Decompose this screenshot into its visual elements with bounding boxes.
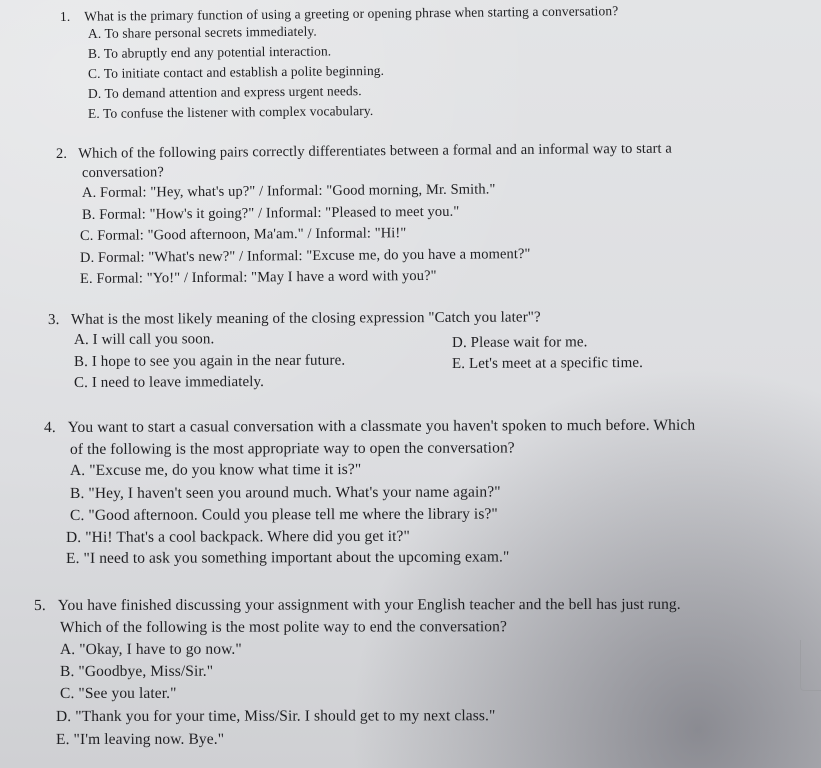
- question-1-number: 1.: [59, 8, 71, 24]
- question-4-stem-line-1: [44, 417, 695, 437]
- question-1-text: What is the primary function of using a greeting or opening phrase when starting a conversation?: [84, 3, 619, 24]
- question-3-text: What is the most likely meaning of the closing expression "Catch you later"?: [70, 309, 541, 328]
- question-4-option-c: C. "Good afternoon. Could you please tell me where the library is?": [69, 505, 498, 524]
- question-2-option-d: D. Formal: "What's new?" / Informal: "Excuse me, do you have a moment?": [79, 246, 531, 266]
- question-3-option-d: D. Please wait for me.: [451, 334, 588, 351]
- question-3-option-e: E. Let's meet at a specific time.: [451, 355, 643, 372]
- question-5-option-b: B. "Goodbye, Miss/Sir.": [59, 662, 214, 680]
- question-1-option-b: B. To abruptly end any potential interaction.: [87, 43, 332, 61]
- question-5-stem-line-2: Which of the following is the most polite way to end the conversation?: [59, 618, 507, 636]
- question-5-option-e: E. "I'm leaving now. Bye.": [55, 730, 225, 748]
- question-3-option-c: C. I need to leave immediately.: [73, 374, 265, 391]
- question-2-text-1: Which of the following pairs correctly differentiates between a formal and an informal way to start a: [78, 140, 672, 162]
- question-2-option-e: E. Formal: "Yo!" / Informal: "May I have a word with you?": [79, 267, 437, 287]
- question-4-option-d: D. "Hi! That's a cool backpack. Where did you get it?": [65, 527, 410, 546]
- question-4-option-e: E. "I need to ask you something important about the upcoming exam.": [65, 548, 510, 567]
- question-2-number: 2.: [55, 145, 68, 162]
- question-1-option-d: D. To demand attention and express urgent needs.: [87, 83, 362, 101]
- question-4-text-1: You want to start a casual conversation with a classmate you haven't spoken to much before. Which: [67, 416, 696, 436]
- question-2-option-a: A. Formal: "Hey, what's up?" / Informal: "Good morning, Mr. Smith.": [81, 181, 496, 201]
- question-5-option-c: C. "See you later.": [59, 684, 177, 702]
- question-5-text-1: You have finished discussing your assignment with your English teacher and the bell has just rung.: [57, 595, 681, 614]
- question-2-option-b: B. Formal: "How's it going?" / Informal: "Pleased to meet you.": [81, 203, 460, 223]
- question-1-option-a: A. To share personal secrets immediately.: [87, 23, 317, 41]
- pen-mark: [800, 640, 821, 691]
- question-2-stem-line-1: [56, 140, 672, 163]
- question-2-stem-line-2: conversation?: [81, 164, 164, 181]
- question-1-option-c: C. To initiate contact and establish a polite beginning.: [87, 62, 385, 81]
- question-4-option-b: B. "Hey, I haven't seen you around much. What's your name again?": [69, 483, 501, 502]
- question-5-option-a: A. "Okay, I have to go now.": [59, 640, 242, 658]
- question-5-number: 5.: [33, 596, 46, 614]
- question-3-stem: [48, 308, 541, 329]
- question-3-option-b: B. I hope to see you again in the near future.: [73, 352, 346, 370]
- question-4-number: 4.: [43, 418, 56, 436]
- question-3-option-a: A. I will call you soon.: [73, 331, 215, 348]
- question-5-stem-line-1: [34, 596, 681, 615]
- question-3-number: 3.: [47, 311, 60, 328]
- question-5-option-d: D. "Thank you for your time, Miss/Sir. I should get to my next class.": [55, 707, 496, 725]
- question-1-option-e: E. To confuse the listener with complex vocabulary.: [87, 103, 374, 121]
- question-1-stem: [60, 2, 618, 26]
- question-2-option-c: C. Formal: "Good afternoon, Ma'am." / Informal: "Hi!": [79, 225, 407, 244]
- question-4-option-a: A. "Excuse me, do you know what time it is?": [69, 460, 362, 479]
- question-4-stem-line-2: of the following is the most appropriate way to open the conversation?: [69, 439, 515, 458]
